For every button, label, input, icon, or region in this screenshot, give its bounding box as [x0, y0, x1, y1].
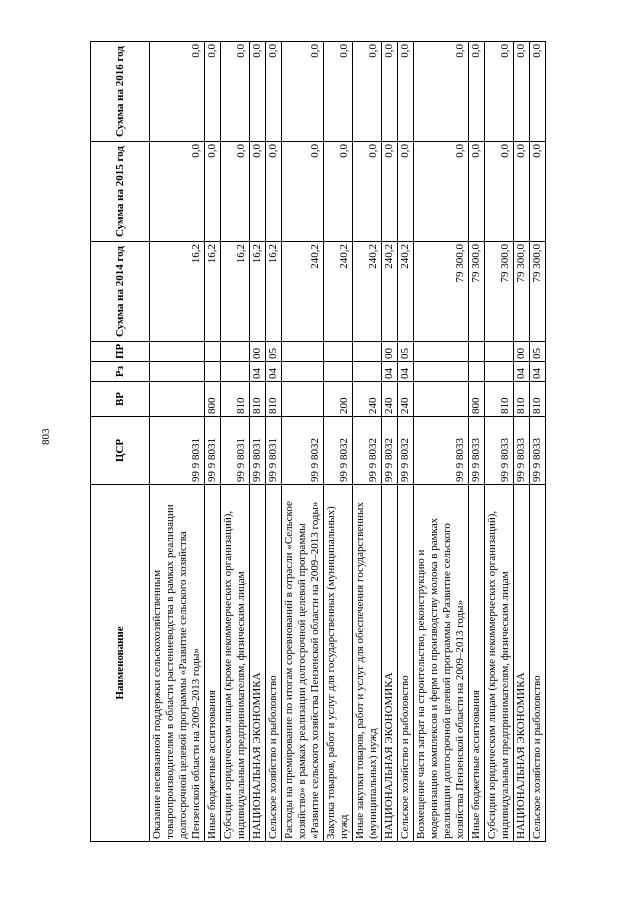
cell-sum-2015: 0,0 [485, 142, 514, 242]
cell-name: НАЦИОНАЛЬНАЯ ЭКОНОМИКА [250, 485, 266, 842]
cell-vr: 810 [530, 382, 546, 417]
cell-csr: 99 9 8031 [250, 417, 266, 485]
cell-sum-2016: 0,0 [324, 42, 353, 142]
cell-sum-2015: 0,0 [205, 142, 221, 242]
cell-sum-2016: 0,0 [282, 42, 324, 142]
header-name: Наименование [91, 485, 150, 842]
header-rz: Рз [91, 362, 150, 382]
cell-csr: 99 9 8033 [514, 417, 530, 485]
cell-csr: 99 9 8032 [382, 417, 398, 485]
header-sum-2014: Сумма на 2014 год [91, 242, 150, 342]
table-row [150, 42, 205, 842]
table-row [514, 42, 530, 842]
cell-pr [150, 342, 205, 362]
cell-vr: 800 [469, 382, 485, 417]
cell-csr: 99 9 8032 [398, 417, 414, 485]
cell-name: Сельское хозяйство и рыболовство [266, 485, 282, 842]
cell-pr: 00 [250, 342, 266, 362]
cell-vr: 810 [514, 382, 530, 417]
cell-sum-2014: 16,2 [250, 242, 266, 342]
cell-name: Сельское хозяйство и рыболовство [398, 485, 414, 842]
cell-rz [485, 362, 514, 382]
cell-sum-2015: 0,0 [398, 142, 414, 242]
cell-sum-2016: 0,0 [150, 42, 205, 142]
cell-vr: 240 [398, 382, 414, 417]
cell-name: Иные бюджетные ассигнования [469, 485, 485, 842]
table-row [266, 42, 282, 842]
cell-sum-2015: 0,0 [514, 142, 530, 242]
cell-sum-2016: 0,0 [250, 42, 266, 142]
cell-csr: 99 9 8033 [530, 417, 546, 485]
cell-csr: 99 9 8031 [150, 417, 205, 485]
table-row [205, 42, 221, 842]
cell-sum-2014: 240,2 [282, 242, 324, 342]
table-row [398, 42, 414, 842]
cell-vr: 200 [324, 382, 353, 417]
cell-sum-2016: 0,0 [530, 42, 546, 142]
cell-vr: 810 [221, 382, 250, 417]
cell-vr [150, 382, 205, 417]
cell-sum-2015: 0,0 [324, 142, 353, 242]
cell-rz: 04 [514, 362, 530, 382]
cell-vr [414, 382, 469, 417]
cell-sum-2015: 0,0 [282, 142, 324, 242]
cell-pr: 05 [266, 342, 282, 362]
cell-name: Субсидии юридическим лицам (кроме некоммерческих организаций), индивидуальным предпринимателям, физическим лицам [485, 485, 514, 842]
cell-rz [324, 362, 353, 382]
cell-rz [150, 362, 205, 382]
table-row [485, 42, 514, 842]
cell-sum-2016: 0,0 [469, 42, 485, 142]
cell-name: Расходы на премирование по итогам соревнований в отрасли «Сельское хозяйство» в рамках реализации долгосрочной целевой программы «Развитие сельского хозяйства Пензенской области на 2009–2013 годы» [282, 485, 324, 842]
cell-name: Оказание несвязанной поддержки сельскохозяйственным товаропроизводителям в области растениеводства в рамках реализации долгосрочной целевой программы «Развитие сельского хозяйства Пензенской области на 2009–2013 годы» [150, 485, 205, 842]
cell-pr [353, 342, 382, 362]
cell-sum-2015: 0,0 [469, 142, 485, 242]
cell-pr [205, 342, 221, 362]
cell-sum-2016: 0,0 [514, 42, 530, 142]
cell-vr: 240 [382, 382, 398, 417]
page-number: 803 [40, 428, 52, 445]
cell-sum-2016: 0,0 [414, 42, 469, 142]
cell-sum-2014: 79 300,0 [485, 242, 514, 342]
cell-sum-2016: 0,0 [266, 42, 282, 142]
cell-rz: 04 [530, 362, 546, 382]
cell-sum-2016: 0,0 [485, 42, 514, 142]
cell-pr [485, 342, 514, 362]
cell-rz [469, 362, 485, 382]
cell-sum-2015: 0,0 [353, 142, 382, 242]
table-row [469, 42, 485, 842]
cell-rz [205, 362, 221, 382]
cell-sum-2016: 0,0 [205, 42, 221, 142]
cell-sum-2016: 0,0 [382, 42, 398, 142]
cell-sum-2014: 16,2 [266, 242, 282, 342]
cell-rz [221, 362, 250, 382]
cell-pr: 05 [398, 342, 414, 362]
cell-sum-2014: 240,2 [382, 242, 398, 342]
cell-rz [414, 362, 469, 382]
cell-pr: 00 [514, 342, 530, 362]
cell-csr: 99 9 8032 [324, 417, 353, 485]
cell-sum-2014: 79 300,0 [514, 242, 530, 342]
cell-vr [282, 382, 324, 417]
cell-pr [469, 342, 485, 362]
header-vr: ВР [91, 382, 150, 417]
table-row [414, 42, 469, 842]
cell-sum-2014: 240,2 [353, 242, 382, 342]
cell-sum-2016: 0,0 [353, 42, 382, 142]
budget-table [90, 41, 546, 842]
cell-name: НАЦИОНАЛЬНАЯ ЭКОНОМИКА [514, 485, 530, 842]
header-sum-2016: Сумма на 2016 год [91, 42, 150, 142]
cell-pr: 05 [530, 342, 546, 362]
cell-name: Иные бюджетные ассигнования [205, 485, 221, 842]
table-row [530, 42, 546, 842]
cell-sum-2014: 16,2 [150, 242, 205, 342]
cell-sum-2015: 0,0 [250, 142, 266, 242]
cell-name: Иные закупки товаров, работ и услуг для обеспечения государственных (муниципальных) нужд [353, 485, 382, 842]
header-pr: ПР [91, 342, 150, 362]
cell-csr: 99 9 8031 [266, 417, 282, 485]
cell-name: НАЦИОНАЛЬНАЯ ЭКОНОМИКА [382, 485, 398, 842]
cell-vr: 800 [205, 382, 221, 417]
table-header-row [91, 42, 150, 842]
cell-sum-2015: 0,0 [530, 142, 546, 242]
cell-csr: 99 9 8032 [353, 417, 382, 485]
cell-csr: 99 9 8031 [221, 417, 250, 485]
cell-sum-2015: 0,0 [221, 142, 250, 242]
cell-sum-2016: 0,0 [398, 42, 414, 142]
cell-name: Закупка товаров, работ и услуг для государственных (муниципальных) нужд [324, 485, 353, 842]
cell-sum-2014: 16,2 [205, 242, 221, 342]
cell-rz [282, 362, 324, 382]
table-body [150, 42, 546, 842]
table-row [282, 42, 324, 842]
cell-name: Сельское хозяйство и рыболовство [530, 485, 546, 842]
cell-pr [324, 342, 353, 362]
cell-csr: 99 9 8032 [282, 417, 324, 485]
cell-sum-2016: 0,0 [221, 42, 250, 142]
table-row [221, 42, 250, 842]
cell-name: Субсидии юридическим лицам (кроме некоммерческих организаций), индивидуальным предпринимателям, физическим лицам [221, 485, 250, 842]
rotated-table-wrapper [90, 42, 545, 842]
cell-sum-2015: 0,0 [150, 142, 205, 242]
cell-vr: 810 [266, 382, 282, 417]
table-row [250, 42, 266, 842]
cell-sum-2014: 79 300,0 [414, 242, 469, 342]
cell-csr: 99 9 8033 [469, 417, 485, 485]
table-row [324, 42, 353, 842]
header-sum-2015: Сумма на 2015 год [91, 142, 150, 242]
cell-vr: 240 [353, 382, 382, 417]
cell-pr [414, 342, 469, 362]
cell-rz: 04 [250, 362, 266, 382]
header-csr: ЦСР [91, 417, 150, 485]
cell-name: Возмещение части затрат на строительство, реконструкцию и модернизацию комплексов и ферм по производству молока в рамках реализации долгосрочной целевой программы «Развитие сельского хозяйства Пензенской области на 2009–2013 годы» [414, 485, 469, 842]
cell-csr: 99 9 8031 [205, 417, 221, 485]
cell-csr: 99 9 8033 [414, 417, 469, 485]
cell-sum-2015: 0,0 [382, 142, 398, 242]
cell-rz: 04 [382, 362, 398, 382]
cell-rz: 04 [398, 362, 414, 382]
table-row [353, 42, 382, 842]
cell-csr: 99 9 8033 [485, 417, 514, 485]
cell-rz: 04 [266, 362, 282, 382]
cell-vr: 810 [250, 382, 266, 417]
cell-sum-2014: 240,2 [398, 242, 414, 342]
cell-sum-2014: 79 300,0 [530, 242, 546, 342]
cell-pr: 00 [382, 342, 398, 362]
cell-sum-2015: 0,0 [414, 142, 469, 242]
cell-pr [282, 342, 324, 362]
table-row [382, 42, 398, 842]
cell-sum-2014: 240,2 [324, 242, 353, 342]
cell-pr [221, 342, 250, 362]
cell-sum-2015: 0,0 [266, 142, 282, 242]
cell-vr: 810 [485, 382, 514, 417]
cell-sum-2014: 16,2 [221, 242, 250, 342]
cell-rz [353, 362, 382, 382]
cell-sum-2014: 79 300,0 [469, 242, 485, 342]
